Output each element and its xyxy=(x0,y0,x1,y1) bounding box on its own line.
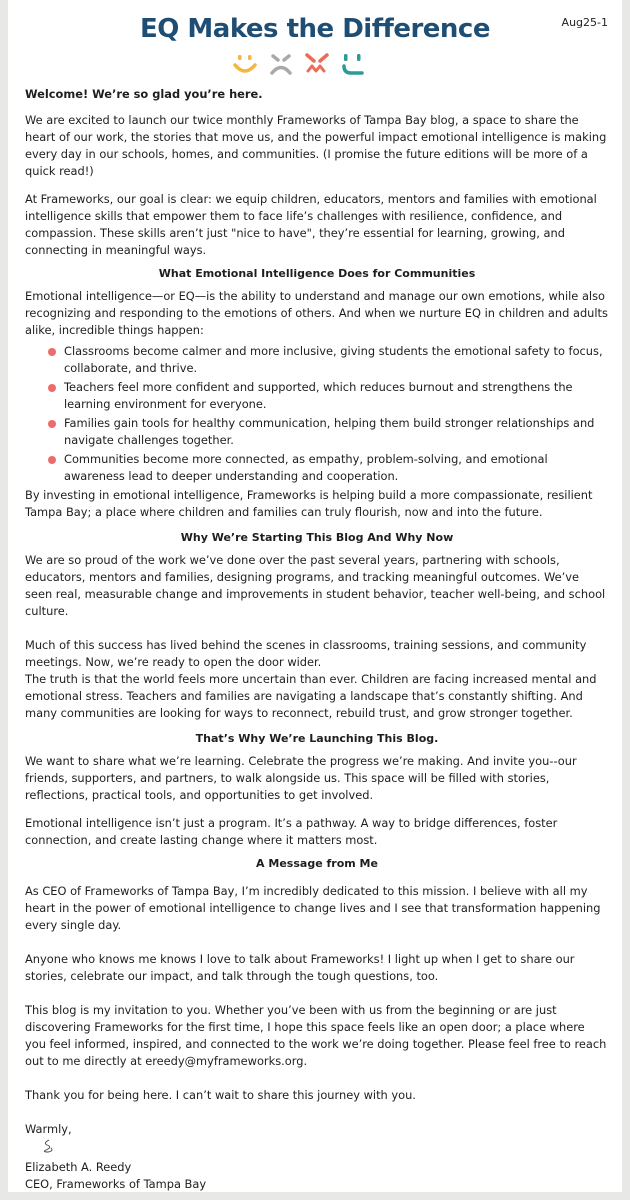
sad-face-icon xyxy=(268,52,294,76)
section-paragraph: We want to share what we’re learning. Celebrate the progress we’re making. And invite you--our friends, supporters, and partners, to walk alongside us. This space will be filled with stories, reflections, practical tools, and opportunities to get involved. xyxy=(25,754,577,802)
section-heading: Why We’re Starting This Blog And Why Now xyxy=(180,531,454,544)
list-item: Communities become more connected, as empathy, problem-solving, and emotional awareness lead to deeper understanding and cooperation. xyxy=(25,451,609,485)
bullet-icon xyxy=(48,348,56,356)
section-heading: That’s Why We’re Launching This Blog. xyxy=(195,732,439,745)
section-heading: A Message from Me xyxy=(256,857,378,870)
section-heading: What Emotional Intelligence Does for Communities xyxy=(158,267,476,280)
section-paragraph: As CEO of Frameworks of Tampa Bay, I’m incredibly dedicated to this mission. I believe with all my heart in the power of emotional intelligence to change lives and I see that transformation happening every single day. xyxy=(25,884,601,932)
signoff-closing: Warmly, xyxy=(25,1122,72,1136)
angry-face-icon xyxy=(304,52,330,76)
section-paragraph: Emotional intelligence—or EQ—is the ability to understand and manage our own emotions, while also recognizing and responding to the emotions of others. And when we nurture EQ in children and adults alike, incredible things happen: xyxy=(25,289,608,337)
section-paragraph: We are so proud of the work we’ve done over the past several years, partnering with schools, educators, mentors and families, designing programs, and tracking meaningful outcomes. We’ve seen real, measurable change and improvements in student behavior, teacher well-being, and school culture. xyxy=(25,553,606,618)
bullet-icon xyxy=(48,420,56,428)
section-paragraph: Anyone who knows me knows I love to talk about Frameworks! I light up when I get to share our stories, celebrate our impact, and talk through the tough questions, too. xyxy=(25,952,575,983)
signoff-role: CEO, Frameworks of Tampa Bay xyxy=(25,1177,207,1191)
document-id: Aug25-1 xyxy=(561,16,608,29)
list-item: Classrooms become calmer and more inclusive, giving students the emotional safety to focus, collaborate, and thrive. xyxy=(25,343,609,377)
signature-scribble xyxy=(35,1138,65,1154)
emotion-faces xyxy=(232,52,372,78)
blog-page xyxy=(8,0,622,1192)
section-paragraph: By investing in emotional intelligence, Frameworks is helping build a more compassionate, resilient Tampa Bay; a place where children and families can truly flourish, now and into the future. xyxy=(25,488,593,519)
calm-face-icon xyxy=(340,52,366,76)
section-paragraph: This blog is my invitation to you. Whether you’ve been with us from the beginning or are just discovering Frameworks for the first time, I hope this space feels like an open door; a place where you feel informed, inspired, and connected to the work we’re doing together. Please feel free to reach out to me directly at ereedy@myframeworks.org. xyxy=(25,1003,607,1068)
list-item: Teachers feel more confident and supported, which reduces burnout and strengthens the learning environment for everyone. xyxy=(25,379,609,413)
page-title: EQ Makes the Difference xyxy=(140,14,490,44)
section-paragraph: Much of this success has lived behind the scenes in classrooms, training sessions, and community meetings. Now, we’re ready to open the door wider. xyxy=(25,638,587,669)
section-paragraph: Thank you for being here. I can’t wait to share this journey with you. xyxy=(25,1088,416,1102)
bullet-icon xyxy=(48,456,56,464)
list-item: Families gain tools for healthy communication, helping them build stronger relationships and navigate challenges together. xyxy=(25,415,609,449)
signoff-name: Elizabeth A. Reedy xyxy=(25,1160,132,1174)
happy-face-icon xyxy=(232,52,258,76)
intro-paragraph: We are excited to launch our twice monthly Frameworks of Tampa Bay blog, a space to share the heart of our work, the stories that move us, and the powerful impact emotional intelligence is making every day in our schools, homes, and communities. (I promise the future editions will be more of a quick read!) xyxy=(25,113,607,178)
benefits-list xyxy=(25,343,609,485)
section-paragraph: The truth is that the world feels more uncertain than ever. Children are facing increased mental and emotional stress. Teachers and families are navigating a landscape that’s constantly shifting. And many communities are looking for ways to reconnect, rebuild trust, and grow stronger together. xyxy=(25,672,597,720)
welcome-heading: Welcome! We’re so glad you’re here. xyxy=(25,87,263,101)
intro-paragraph: At Frameworks, our goal is clear: we equip children, educators, mentors and families with emotional intelligence skills that empower them to face life’s challenges with resilience, confidence, and compassion. These skills aren’t just "nice to have", they’re essential for learning, growing, and connecting in meaningful ways. xyxy=(25,192,597,257)
blog-content xyxy=(25,86,609,1193)
section-paragraph: Emotional intelligence isn’t just a program. It’s a pathway. A way to bridge differences, foster connection, and create lasting change where it matters most. xyxy=(25,816,558,847)
bullet-icon xyxy=(48,384,56,392)
